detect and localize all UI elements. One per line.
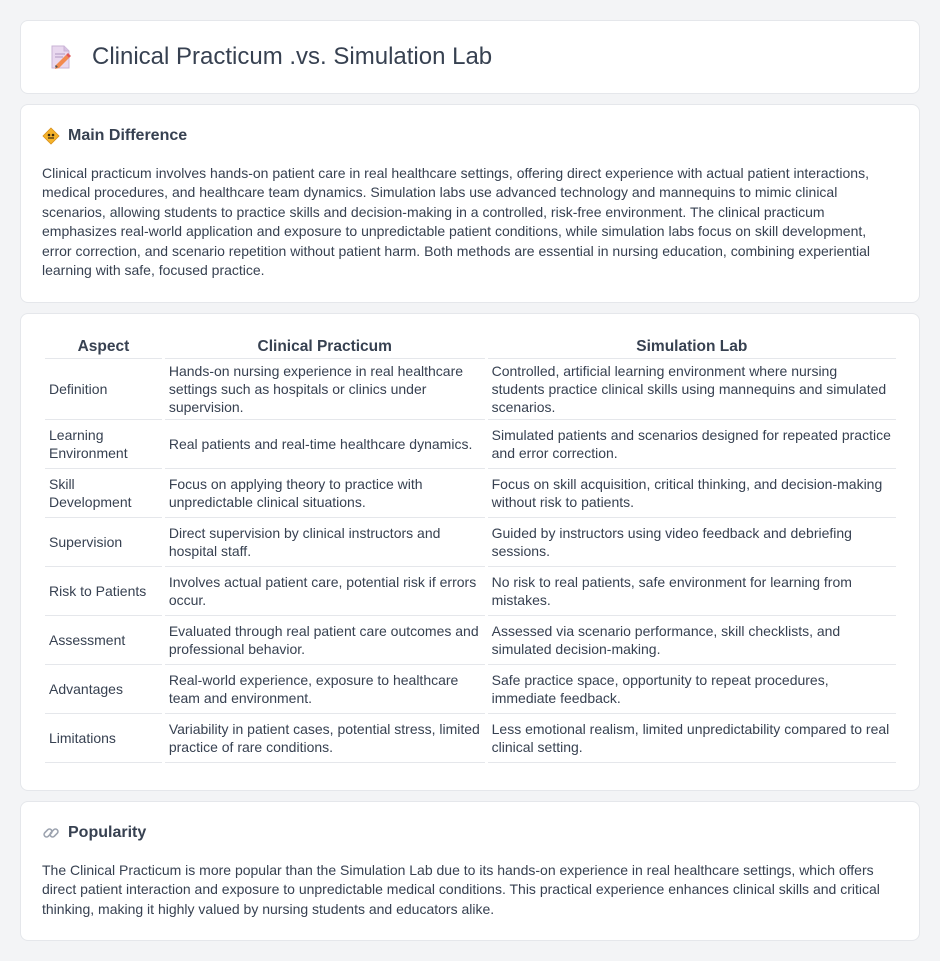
aspect-cell: Advantages xyxy=(45,665,162,714)
popularity-title: Popularity xyxy=(68,824,147,841)
link-icon xyxy=(42,824,60,842)
clinical-cell: Real patients and real-time healthcare dynamics. xyxy=(165,420,485,469)
simulation-cell: Assessed via scenario performance, skill checklists, and simulated decision-making. xyxy=(488,616,896,665)
clinical-cell: Evaluated through real patient care outcomes and professional behavior. xyxy=(165,616,485,665)
simulation-cell: Simulated patients and scenarios designed for repeated practice and error correction. xyxy=(488,420,896,469)
header-simulation-lab: Simulation Lab xyxy=(488,334,896,359)
table-header-row xyxy=(45,334,896,359)
aspect-cell: Skill Development xyxy=(45,469,162,518)
simulation-cell: Safe practice space, opportunity to repeat procedures, immediate feedback. xyxy=(488,665,896,714)
aspect-cell: Limitations xyxy=(45,714,162,763)
simulation-cell: No risk to real patients, safe environment for learning from mistakes. xyxy=(488,567,896,616)
popularity-header xyxy=(42,824,146,842)
title-row xyxy=(46,43,492,71)
simulation-cell: Guided by instructors using video feedback and debriefing sessions. xyxy=(488,518,896,567)
table-row xyxy=(45,359,896,420)
clinical-cell: Variability in patient cases, potential stress, limited practice of rare conditions. xyxy=(165,714,485,763)
main-difference-title: Main Difference xyxy=(68,127,188,144)
document-pencil-icon xyxy=(46,43,74,71)
table-row xyxy=(45,616,896,665)
popularity-text: The Clinical Practicum is more popular than the Simulation Lab due to its hands-on experience in real healthcare settings, which offers direct patient interaction and exposure to unpredictable medical conditions. This practical experience enhances clinical skills and critical thinking, making it highly valued by nursing students and educators alike. xyxy=(42,862,880,917)
table-row xyxy=(45,714,896,763)
main-difference-header xyxy=(42,127,187,145)
title-card xyxy=(20,20,920,94)
popularity-card xyxy=(20,801,920,941)
page-title: Clinical Practicum .vs. Simulation Lab xyxy=(92,43,493,70)
table-row xyxy=(45,567,896,616)
aspect-cell: Definition xyxy=(45,359,162,420)
header-aspect: Aspect xyxy=(45,334,162,359)
simulation-cell: Less emotional realism, limited unpredictability compared to real clinical setting. xyxy=(488,714,896,763)
main-difference-card xyxy=(20,104,920,303)
simulation-cell: Controlled, artificial learning environment where nursing students practice clinical skills using mannequins and simulated scenarios. xyxy=(488,359,896,420)
header-clinical-practicum: Clinical Practicum xyxy=(165,334,485,359)
aspect-cell: Assessment xyxy=(45,616,162,665)
clinical-cell: Direct supervision by clinical instructors and hospital staff. xyxy=(165,518,485,567)
table-row xyxy=(45,518,896,567)
main-difference-text: Clinical practicum involves hands-on patient care in real healthcare settings, offering direct experience with actual patient interactions, medical procedures, and healthcare team dynamics. Simulation labs use advanced technology and mannequins to mimic clinical scenarios, allowing students to practice skills and decision-making in a controlled, risk-free environment. The clinical practicum emphasizes real-world application and exposure to unpredictable patient conditions, while simulation labs focus on skill development, error correction, and scenario repetition without patient harm. Both methods are essential in nursing education, combining experiential learning with safe, focused practice. xyxy=(42,165,871,279)
aspect-cell: Risk to Patients xyxy=(45,567,162,616)
aspect-cell: Supervision xyxy=(45,518,162,567)
simulation-cell: Focus on skill acquisition, critical thinking, and decision-making without risk to patients. xyxy=(488,469,896,518)
clinical-cell: Involves actual patient care, potential risk if errors occur. xyxy=(165,567,485,616)
comparison-table xyxy=(42,334,899,763)
table-row xyxy=(45,665,896,714)
clinical-cell: Hands-on nursing experience in real healthcare settings such as hospitals or clinics under supervision. xyxy=(165,359,485,420)
clinical-cell: Focus on applying theory to practice with unpredictable clinical situations. xyxy=(165,469,485,518)
diamond-sign-icon xyxy=(42,127,60,145)
aspect-cell: Learning Environment xyxy=(45,420,162,469)
comparison-card xyxy=(20,313,920,791)
clinical-cell: Real-world experience, exposure to healthcare team and environment. xyxy=(165,665,485,714)
table-row xyxy=(45,469,896,518)
table-row xyxy=(45,420,896,469)
